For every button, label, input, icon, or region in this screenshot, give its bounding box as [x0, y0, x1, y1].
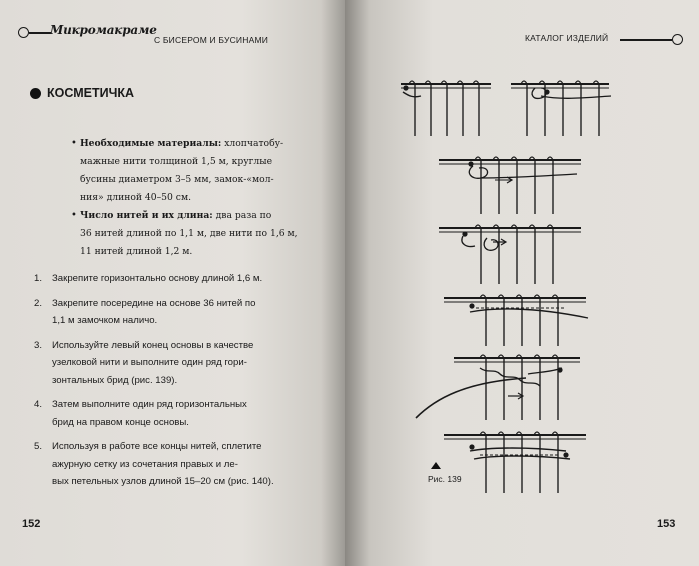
figure-caption: Рис. 139 [428, 474, 462, 484]
materials-text: мажные нити толщиной 1,5 м, круглые [80, 156, 273, 167]
page-number-left: 152 [22, 518, 41, 530]
header-rule [620, 39, 672, 41]
knot-diagram-7 [440, 425, 590, 497]
running-header-right [525, 30, 683, 48]
section-heading-text: КОСМЕТИЧКА [47, 86, 135, 100]
materials-list [72, 135, 322, 261]
threads-text: 36 нитей длиной по 1,1 м, две нити по 1,6 м, [80, 228, 298, 239]
header-rule [29, 32, 51, 34]
step-number: 3. [34, 339, 43, 351]
materials-text: ния» длиной 40–50 см. [80, 192, 192, 203]
right-page [345, 0, 699, 566]
steps-list [34, 270, 324, 498]
threads-label: Число нитей и их длина: [80, 210, 213, 221]
running-header-left [18, 22, 336, 44]
step-text: Затем выполните один ряд горизонтальных [52, 399, 247, 410]
threads-text: два раза по [215, 210, 272, 221]
knot-diagram-4 [435, 218, 585, 288]
knot-diagram-2-drawing [505, 70, 615, 142]
section-heading [30, 86, 134, 100]
knot-diagram-3 [435, 150, 585, 218]
knot-diagram-1 [395, 70, 495, 142]
materials-text: хлопчатобу- [224, 138, 284, 149]
step-text: Закрепите горизонтально основу длиной 1,6 м. [52, 273, 263, 284]
knot-diagram-3-drawing [435, 150, 585, 218]
step-text: зонтальных брид (рис. 139). [52, 374, 178, 386]
step-item [34, 295, 324, 330]
step-text: ажурную сетку из сочетания правых и ле- [52, 458, 238, 470]
left-page [0, 0, 345, 566]
knot-diagram-6-drawing [410, 350, 600, 425]
knot-diagram-1-drawing [395, 70, 495, 142]
knot-diagram-4-drawing [435, 218, 585, 288]
knot-diagram-5 [440, 288, 590, 350]
threads-item [72, 207, 322, 261]
step-text: брид на правом конце основы. [52, 416, 189, 428]
caption-pointer-icon [431, 462, 441, 469]
step-text: Используйте левый конец основы в качестве [52, 339, 254, 351]
series-title: Микромакраме [50, 23, 157, 37]
knot-diagram-7-drawing [440, 425, 590, 497]
series-subtitle: С БИСЕРОМ И БУСИНАМИ [154, 35, 269, 45]
knot-diagram-2 [505, 70, 615, 142]
knot-diagram-6 [410, 350, 600, 425]
step-text: вых петельных узлов длиной 15–20 см (рис. 140). [52, 476, 274, 487]
bullet-dot-icon [30, 88, 41, 99]
step-item [34, 337, 324, 390]
materials-text: бусины диаметром 3–5 мм, замок-«мол- [80, 174, 274, 185]
catalog-title: КАТАЛОГ ИЗДЕЛИЙ [525, 33, 609, 43]
step-text: Используя в работе все концы нитей, сплетите [52, 441, 262, 452]
materials-item [72, 135, 322, 207]
knot-diagram-5-drawing [440, 288, 590, 350]
step-text: узелковой нити и выполните один ряд гори- [52, 357, 247, 368]
step-text: Закрепите посередине на основе 36 нитей по [52, 297, 256, 309]
step-number: 2. [34, 297, 43, 309]
header-circle-ornament [672, 34, 683, 45]
step-item [34, 438, 324, 491]
step-item [34, 270, 324, 288]
threads-text: 11 нитей длиной 1,2 м. [80, 246, 193, 257]
step-number: 1. [34, 273, 43, 284]
header-circle-ornament [18, 27, 29, 38]
page-number-right: 153 [657, 518, 676, 530]
step-item [34, 396, 324, 431]
step-number: 4. [34, 399, 43, 410]
materials-label: Необходимые материалы: [80, 138, 222, 149]
step-number: 5. [34, 441, 43, 452]
step-text: 1,1 м замочком наличо. [52, 315, 158, 326]
